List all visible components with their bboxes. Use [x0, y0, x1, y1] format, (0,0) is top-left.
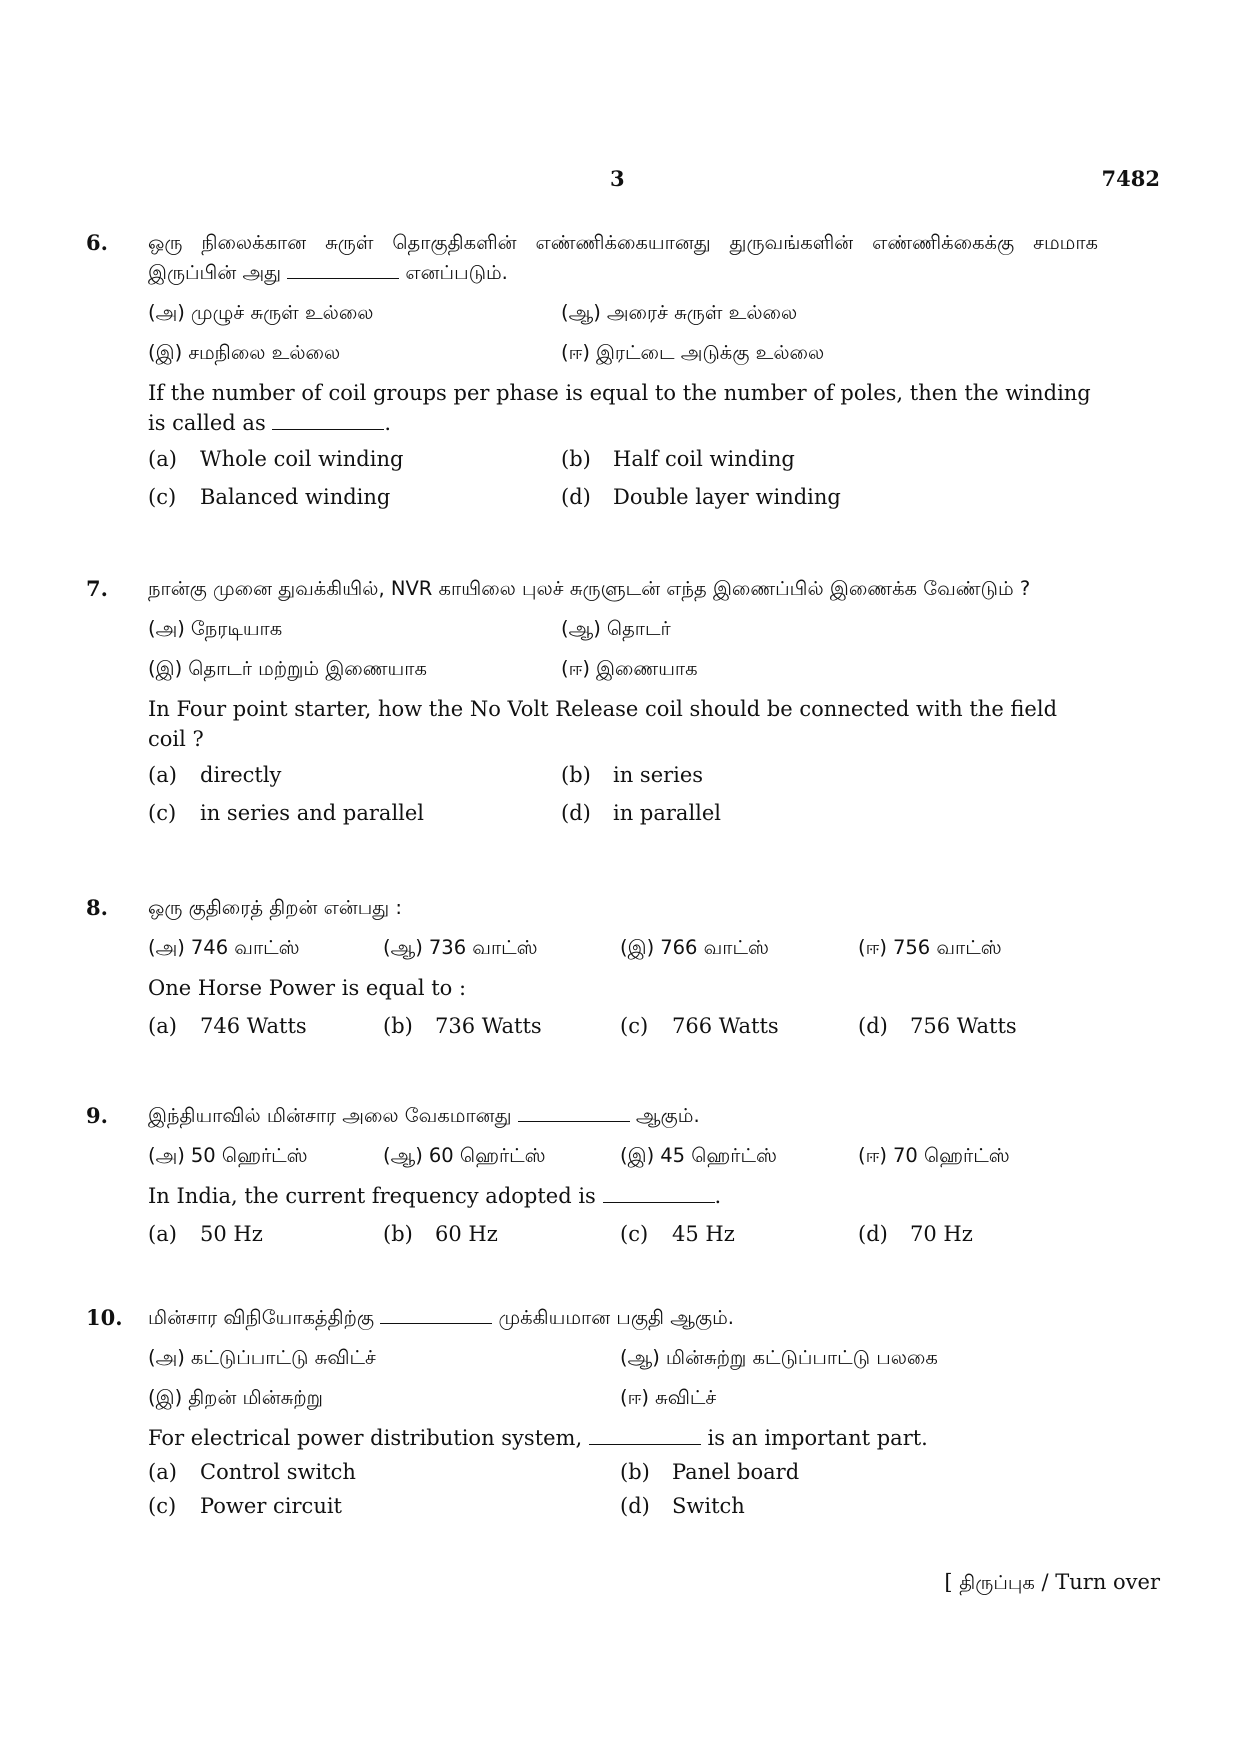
answer-blank	[518, 1103, 630, 1122]
question-text-english: In India, the current frequency adopted is .	[148, 1184, 722, 1208]
question-text-tamil: நான்கு முனை துவக்கியில், NVR காயிலை புலச் சுருளுடன் எந்த இணைப்பில் இணைக்க வேண்டும் ?	[148, 577, 1031, 600]
option-a: (a) Whole coil winding	[148, 447, 404, 471]
option-c: (c) 766 Watts	[620, 1014, 779, 1038]
question-9	[86, 1101, 1098, 1255]
option-tamil-4: (ஈ) 70 ஹெர்ட்ஸ்	[858, 1144, 1010, 1167]
option-b: (b) 60 Hz	[383, 1222, 498, 1246]
option-tamil-1: (அ) 746 வாட்ஸ்	[148, 936, 300, 959]
option-tamil-3: (இ) 766 வாட்ஸ்	[620, 936, 769, 959]
question-number: 6.	[86, 230, 108, 255]
question-10	[86, 1303, 1098, 1527]
question-number: 10.	[86, 1305, 123, 1330]
option-c: (c) in series and parallel	[148, 801, 425, 825]
option-d: (d) 70 Hz	[858, 1222, 973, 1246]
question-text-tamil: மின்சார விநியோகத்திற்கு முக்கியமான பகுதி ஆகும்.	[148, 1306, 734, 1329]
question-text-tamil: ஒரு குதிரைத் திறன் என்பது :	[148, 896, 402, 919]
question-text-english: If the number of coil groups per phase is equal to the number of poles, then the winding is called as .	[148, 381, 1091, 435]
answer-blank	[272, 411, 384, 430]
paper-code: 7482	[1101, 166, 1160, 191]
question-text-english: In Four point starter, how the No Volt Release coil should be connected with the field coil ?	[148, 697, 1058, 751]
question-number: 9.	[86, 1103, 108, 1128]
option-tamil-3: (இ) தொடர் மற்றும் இணையாக	[148, 657, 427, 680]
option-tamil-4: (ஈ) இணையாக	[561, 657, 698, 680]
option-d: (d) in parallel	[561, 801, 722, 825]
option-c: (c) Balanced winding	[148, 485, 391, 509]
option-tamil-2: (ஆ) 60 ஹெர்ட்ஸ்	[383, 1144, 546, 1167]
option-tamil-2: (ஆ) தொடர்	[561, 617, 671, 640]
question-text-tamil: இந்தியாவில் மின்சார அலை வேகமானது ஆகும்.	[148, 1104, 700, 1127]
option-tamil-3: (இ) திறன் மின்சுற்று	[148, 1386, 323, 1409]
option-tamil-3: (இ) 45 ஹெர்ட்ஸ்	[620, 1144, 777, 1167]
option-tamil-4: (ஈ) 756 வாட்ஸ்	[858, 936, 1002, 959]
option-a: (a) directly	[148, 763, 282, 787]
option-b: (b) Half coil winding	[561, 447, 795, 471]
option-b: (b) Panel board	[620, 1460, 800, 1484]
question-text-tamil: ஒரு நிலைக்கான சுருள் தொகுதிகளின் எண்ணிக்கையானது துருவங்களின் எண்ணிக்கைக்கு சமமாக இருப்பின் அது எனப்படும்.	[148, 231, 1098, 284]
option-a: (a) Control switch	[148, 1460, 356, 1484]
turn-over-note: [ திருப்புக / Turn over	[944, 1570, 1160, 1594]
option-tamil-1: (அ) 50 ஹெர்ட்ஸ்	[148, 1144, 308, 1167]
question-text-english: One Horse Power is equal to :	[148, 976, 467, 1000]
page-number: 3	[610, 166, 625, 191]
option-tamil-4: (ஈ) இரட்டை அடுக்கு உல்லை	[561, 341, 825, 364]
option-d: (d) 756 Watts	[858, 1014, 1017, 1038]
question-8	[86, 893, 1098, 1047]
option-tamil-2: (ஆ) மின்சுற்று கட்டுப்பாட்டு பலகை	[620, 1346, 938, 1369]
answer-blank	[603, 1184, 715, 1203]
option-a: (a) 746 Watts	[148, 1014, 307, 1038]
option-a: (a) 50 Hz	[148, 1222, 263, 1246]
option-c: (c) 45 Hz	[620, 1222, 735, 1246]
question-number: 8.	[86, 895, 108, 920]
option-tamil-2: (ஆ) அரைச் சுருள் உல்லை	[561, 301, 798, 324]
option-tamil-1: (அ) நேரடியாக	[148, 617, 283, 640]
answer-blank	[589, 1426, 701, 1445]
option-b: (b) 736 Watts	[383, 1014, 542, 1038]
question-6	[86, 228, 1098, 518]
option-tamil-1: (அ) கட்டுப்பாட்டு சுவிட்ச்	[148, 1346, 376, 1369]
option-tamil-2: (ஆ) 736 வாட்ஸ்	[383, 936, 538, 959]
option-tamil-1: (அ) முழுச் சுருள் உல்லை	[148, 301, 374, 324]
option-tamil-3: (இ) சமநிலை உல்லை	[148, 341, 341, 364]
option-b: (b) in series	[561, 763, 704, 787]
question-number: 7.	[86, 576, 108, 601]
question-7	[86, 574, 1098, 834]
answer-blank	[380, 1305, 492, 1324]
option-d: (d) Switch	[620, 1494, 745, 1518]
answer-blank	[287, 260, 399, 279]
question-text-english: For electrical power distribution system, is an important part.	[148, 1426, 928, 1450]
option-tamil-4: (ஈ) சுவிட்ச்	[620, 1386, 717, 1409]
option-d: (d) Double layer winding	[561, 485, 841, 509]
option-c: (c) Power circuit	[148, 1494, 342, 1518]
